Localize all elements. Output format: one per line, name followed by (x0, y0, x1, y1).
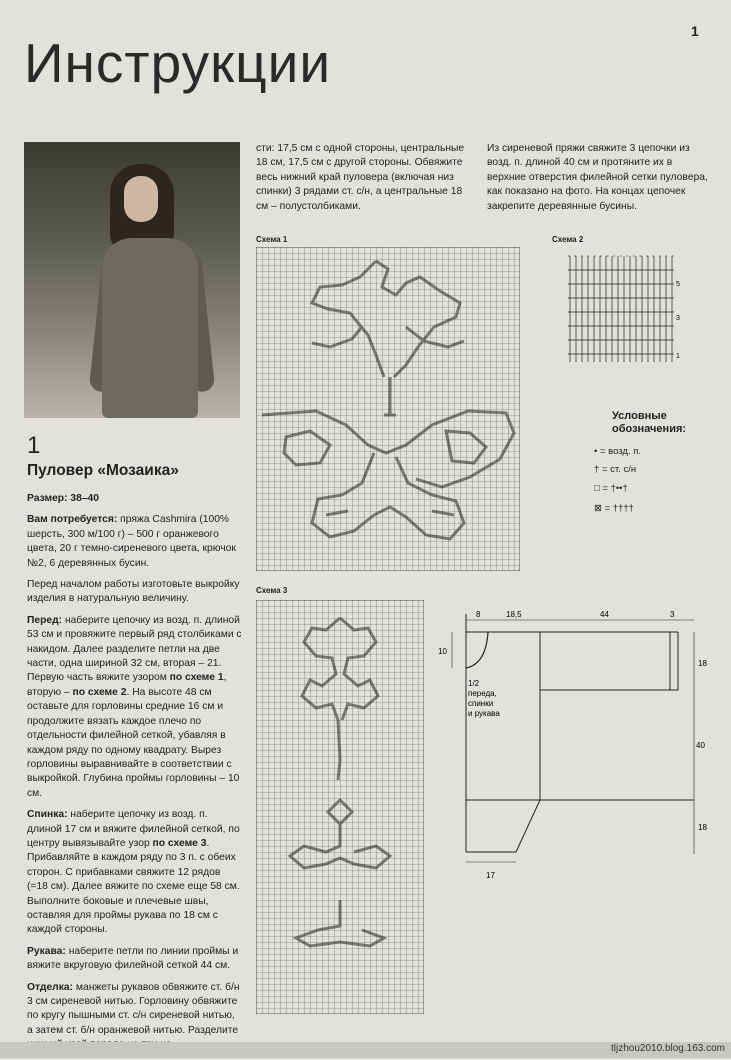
instructions-column-2: сти: 17,5 см с одной стороны, центральные 18 см, 17,5 см с другой стороны. Обвяжите весь нижний край пуловера (включая низ спинки) 3 рядами ст. с/н, а центральные 18 см – полустолбиками. (256, 143, 465, 212)
scheme-2-row-5: 5 (676, 281, 680, 288)
scheme-1-label: Схема 1 (256, 235, 288, 244)
dim-17: 17 (486, 871, 495, 880)
scheme-2-grid (566, 254, 684, 368)
legend-item-dc: † = ст. с/н (594, 464, 637, 475)
dim-40: 40 (696, 741, 705, 750)
dim-10: 10 (438, 647, 447, 656)
dim-44: 44 (600, 610, 609, 619)
instructions-column-1: Размер: 38–40 Вам потребуется: пряжа Cashmira (100% шерсть, 300 м/100 г) – 500 г оранжевого цвета, 20 г темно-сиреневого цвета, крючок №2, 6 деревянных бусин. Перед началом работы изготовьте выкройку изделия в натуральную величину. Перед: наберите цепочку из возд. п. длиной 53 см и провяжите первый ряд столбиками с накидом. Далее разделите петли на две части, одна шириной 32 см, вторая – 21. Первую часть вяжите узором по схеме 1, вторую – по схеме 2. На высоте 48 см оставьте для горловины средние 16 см и продолжите вязать каждое плечо по отдельности филейной сеткой, убавляя в каждом ряду по одному квадрату. Вырез горловины выравнивайте в соответствии с выкройкой. Глубина проймы горловины – 10 см. Спинка: наберите цепочку из возд. п. длиной 17 см и вяжите филейной сеткой, по центру вывязывайте узор по схеме 3. Прибавляйте в каждом ряду по 3 п. с обеих сторон. С прибавками свяжите 12 рядов (=18 см). Далее вяжите по схеме еще 58 см. Выполните боковые и плечевые швы, оставляя для проймы рукава по 18 см с каждой стороны. Рукава: наберите петли по линии проймы и вяжите вкруговую филейной сеткой 44 см. Отделка: манжеты рукавов обвяжите ст. б/н 3 см сиреневой нитью. Горловину обвяжите по кругу пышными ст. с/н сиреневой нитью, а затем ст. б/н оранжевой нитью. Разделите (27, 493, 242, 1036)
legend-item-chain: • = возд. п. (594, 446, 642, 457)
scheme-2-row-3: 3 (676, 315, 680, 322)
dim-18-5: 18,5 (506, 610, 522, 619)
footer-watermark: tljzhou2010.blog.163.com (611, 1043, 725, 1054)
instructions-column-3: Из сиреневой пряжи свяжите 3 цепочки из возд. п. длиной 40 см и протяните их в верхние отверстия филейной сетки пуловера, как показано на фото. На концах цепочек закрепите деревянные бусины. (487, 143, 708, 212)
legend-item-open-square: □ = †••† (594, 483, 628, 494)
pattern-label-3: спинки (468, 699, 494, 708)
dim-8: 8 (476, 610, 481, 619)
project-number: 1 (27, 432, 41, 459)
pattern-label-4: и рукава (468, 709, 500, 718)
page-number: 1 (691, 23, 699, 39)
garment-pattern (432, 604, 708, 886)
footer-bar (0, 1042, 731, 1058)
scheme-3-label: Схема 3 (256, 586, 288, 595)
legend-title: Условные обозначения: (612, 410, 687, 435)
dim-18-top: 18 (698, 659, 707, 668)
pattern-label-2: переда, (468, 689, 497, 698)
page-title: Инструкции (24, 32, 332, 94)
dim-18-bottom: 18 (698, 823, 707, 832)
scheme-1-grid (256, 247, 520, 571)
scheme-3-grid (256, 600, 424, 1014)
model-photo (24, 142, 240, 418)
dim-3: 3 (670, 610, 675, 619)
pattern-label-1: 1/2 (468, 679, 480, 688)
scheme-2-row-1: 1 (676, 353, 680, 360)
legend-item-filled-square: ⊠ = †††† (594, 503, 634, 514)
project-title: Пуловер «Мозаика» (27, 462, 179, 479)
scheme-2-label: Схема 2 (552, 235, 584, 244)
